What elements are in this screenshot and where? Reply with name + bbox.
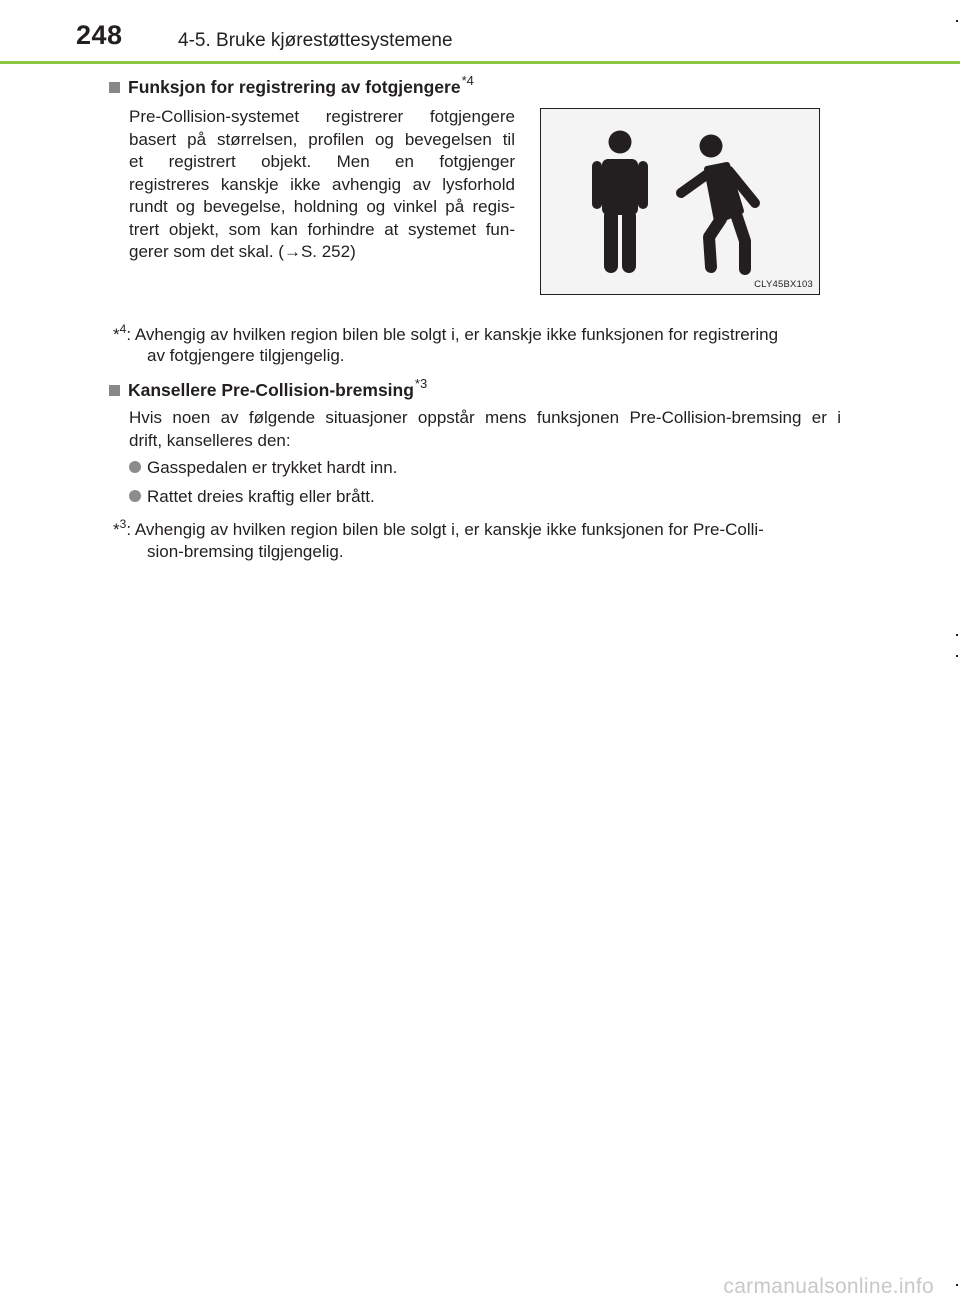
pedestrian-detection-paragraph xyxy=(129,106,515,264)
bullet-item xyxy=(129,487,375,507)
bullet-item xyxy=(129,458,397,478)
paragraph-line: et registrert objekt. Men en fotgjenger xyxy=(129,152,515,171)
crop-mark xyxy=(956,655,958,657)
chapter-title: 4-5. Bruke kjørestøttesystemene xyxy=(178,30,453,51)
bullet-text: Gasspedalen er trykket hardt inn. xyxy=(147,458,398,477)
footnote-asterisk: * xyxy=(113,520,120,539)
footnote-asterisk: * xyxy=(113,325,120,344)
page-number: 248 xyxy=(76,20,123,50)
footnote-marker xyxy=(113,517,127,539)
pedestrian-illustration xyxy=(541,109,819,294)
cancel-braking-paragraph xyxy=(129,407,841,452)
footnote-number: 4 xyxy=(119,322,127,336)
crop-mark xyxy=(956,634,958,636)
paragraph-line: Pre-Collision-systemet registrerer fotgjengere xyxy=(129,107,515,126)
bullet-text: Rattet dreies kraftig eller brått. xyxy=(147,487,375,506)
crop-mark xyxy=(956,20,958,22)
footnote-number: 3 xyxy=(119,517,127,531)
footnote-marker xyxy=(113,322,127,344)
watermark: carmanualsonline.info xyxy=(723,1275,934,1298)
heading-footnote-ref: *4 xyxy=(461,73,474,88)
paragraph-line: gerer som det skal. (→S. 252) xyxy=(129,242,356,261)
pedestrian-figure xyxy=(540,108,820,295)
paragraph-line: rundt og bevegelse, holdning og vinkel på regis- xyxy=(129,197,515,216)
square-bullet-icon xyxy=(109,82,120,93)
round-bullet-icon xyxy=(129,490,141,502)
footnote-text: : Avhengig av hvilken region bilen ble solgt i, er kanskje ikke funksjonen for Pre-Colli- xyxy=(126,520,764,539)
footnote-4-continuation: av fotgjengere tilgjengelig. xyxy=(147,346,345,365)
figure-code: CLY45BX103 xyxy=(754,279,813,290)
paragraph-line: Hvis noen av følgende situasjoner oppstår mens funksjonen Pre-Collision-bremsing er i xyxy=(129,408,841,427)
footnote-4 xyxy=(113,316,778,348)
round-bullet-icon xyxy=(129,461,141,473)
crop-mark xyxy=(956,1284,958,1286)
paragraph-line: registreres kanskje ikke avhengig av lysforhold xyxy=(129,174,515,194)
footnote-3 xyxy=(113,511,764,543)
page-header xyxy=(0,0,960,64)
paragraph-line: trert objekt, som kan forhindre at systemet fun- xyxy=(129,219,515,239)
paragraph-line: drift, kanselleres den: xyxy=(129,430,291,450)
heading-text: Funksjon for registrering av fotgjengere xyxy=(128,77,461,97)
section-heading-cancel-braking xyxy=(109,376,427,401)
square-bullet-icon xyxy=(109,385,120,396)
footnote-text: : Avhengig av hvilken region bilen ble solgt i, er kanskje ikke funksjonen for registrering xyxy=(126,325,779,344)
heading-text: Kansellere Pre-Collision-bremsing xyxy=(128,380,414,400)
footnote-3-continuation: sion-bremsing tilgjengelig. xyxy=(147,542,344,561)
heading-footnote-ref: *3 xyxy=(414,376,428,391)
standing-pedestrian-icon xyxy=(592,131,648,274)
paragraph-line: basert på størrelsen, profilen og bevegelsen til xyxy=(129,129,515,149)
walking-pedestrian-icon xyxy=(681,135,755,270)
section-heading-pedestrian-detection xyxy=(109,73,474,98)
